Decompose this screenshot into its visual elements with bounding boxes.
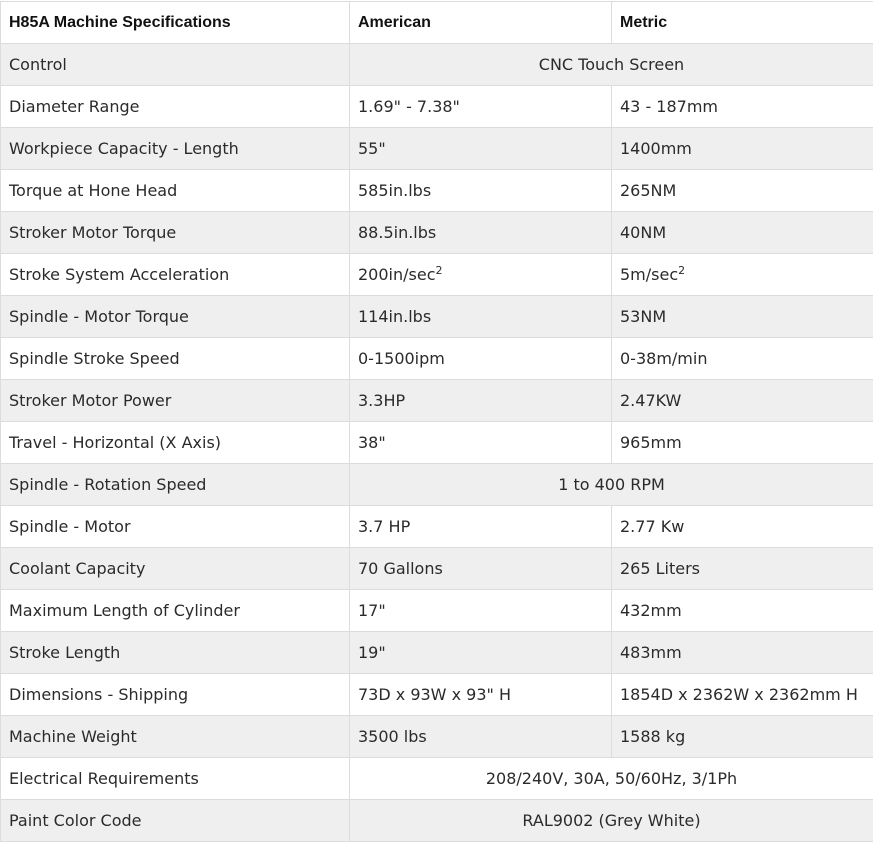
metric-value (612, 254, 873, 296)
metric-value: 40NM (612, 212, 873, 254)
metric-value: 265 Liters (612, 548, 873, 590)
table-row (1, 380, 873, 422)
spec-label: Coolant Capacity (1, 548, 350, 590)
metric-value: 432mm (612, 590, 873, 632)
american-exponent: 2 (436, 264, 443, 277)
american-value: 3.7 HP (350, 506, 612, 548)
american-value: 55" (350, 128, 612, 170)
spec-label: Torque at Hone Head (1, 170, 350, 212)
spec-label: Electrical Requirements (1, 758, 350, 800)
table-row (1, 422, 873, 464)
metric-value-text: 5m/sec (620, 265, 678, 284)
metric-value: 53NM (612, 296, 873, 338)
metric-value: 2.77 Kw (612, 506, 873, 548)
metric-exponent: 2 (678, 264, 685, 277)
spec-label: Spindle Stroke Speed (1, 338, 350, 380)
spec-label: Machine Weight (1, 716, 350, 758)
american-value: 1.69" - 7.38" (350, 86, 612, 128)
table-row (1, 170, 873, 212)
spec-table (0, 1, 873, 842)
american-value: 38" (350, 422, 612, 464)
table-row (1, 44, 873, 86)
american-value: 70 Gallons (350, 548, 612, 590)
american-value: 19" (350, 632, 612, 674)
american-value: 17" (350, 590, 612, 632)
spec-label: Travel - Horizontal (X Axis) (1, 422, 350, 464)
header-spec: H85A Machine Specifications (1, 2, 350, 44)
metric-value: 43 - 187mm (612, 86, 873, 128)
table-row (1, 212, 873, 254)
spec-value-merged: RAL9002 (Grey White) (350, 800, 873, 842)
header-metric: Metric (612, 2, 873, 44)
american-value: 585in.lbs (350, 170, 612, 212)
spec-label: Maximum Length of Cylinder (1, 590, 350, 632)
metric-value: 483mm (612, 632, 873, 674)
metric-value: 965mm (612, 422, 873, 464)
table-row (1, 548, 873, 590)
spec-label: Paint Color Code (1, 800, 350, 842)
spec-label: Spindle - Rotation Speed (1, 464, 350, 506)
american-value: 3.3HP (350, 380, 612, 422)
metric-value: 0-38m/min (612, 338, 873, 380)
american-value: 73D x 93W x 93" H (350, 674, 612, 716)
table-row (1, 674, 873, 716)
spec-label: Spindle - Motor (1, 506, 350, 548)
american-value: 0-1500ipm (350, 338, 612, 380)
spec-label: Workpiece Capacity - Length (1, 128, 350, 170)
table-row (1, 800, 873, 842)
spec-value-merged: CNC Touch Screen (350, 44, 873, 86)
spec-label: Stroker Motor Power (1, 380, 350, 422)
american-value (350, 254, 612, 296)
table-row (1, 296, 873, 338)
table-row (1, 716, 873, 758)
spec-label: Stroke Length (1, 632, 350, 674)
american-value: 114in.lbs (350, 296, 612, 338)
metric-value: 1400mm (612, 128, 873, 170)
table-row (1, 506, 873, 548)
american-value: 88.5in.lbs (350, 212, 612, 254)
spec-value-merged: 208/240V, 30A, 50/60Hz, 3/1Ph (350, 758, 873, 800)
table-row (1, 86, 873, 128)
table-row (1, 128, 873, 170)
american-value: 3500 lbs (350, 716, 612, 758)
table-row (1, 590, 873, 632)
metric-value: 265NM (612, 170, 873, 212)
table-row (1, 758, 873, 800)
table-row (1, 632, 873, 674)
spec-label: Stroker Motor Torque (1, 212, 350, 254)
spec-label: Dimensions - Shipping (1, 674, 350, 716)
spec-value-merged: 1 to 400 RPM (350, 464, 873, 506)
spec-label: Stroke System Acceleration (1, 254, 350, 296)
metric-value: 2.47KW (612, 380, 873, 422)
table-row (1, 254, 873, 296)
spec-label: Control (1, 44, 350, 86)
spec-label: Diameter Range (1, 86, 350, 128)
spec-label: Spindle - Motor Torque (1, 296, 350, 338)
table-row (1, 338, 873, 380)
american-value-text: 200in/sec (358, 265, 436, 284)
metric-value: 1588 kg (612, 716, 873, 758)
header-row (1, 2, 873, 44)
metric-value: 1854D x 2362W x 2362mm H (612, 674, 873, 716)
table-row (1, 464, 873, 506)
header-american: American (350, 2, 612, 44)
